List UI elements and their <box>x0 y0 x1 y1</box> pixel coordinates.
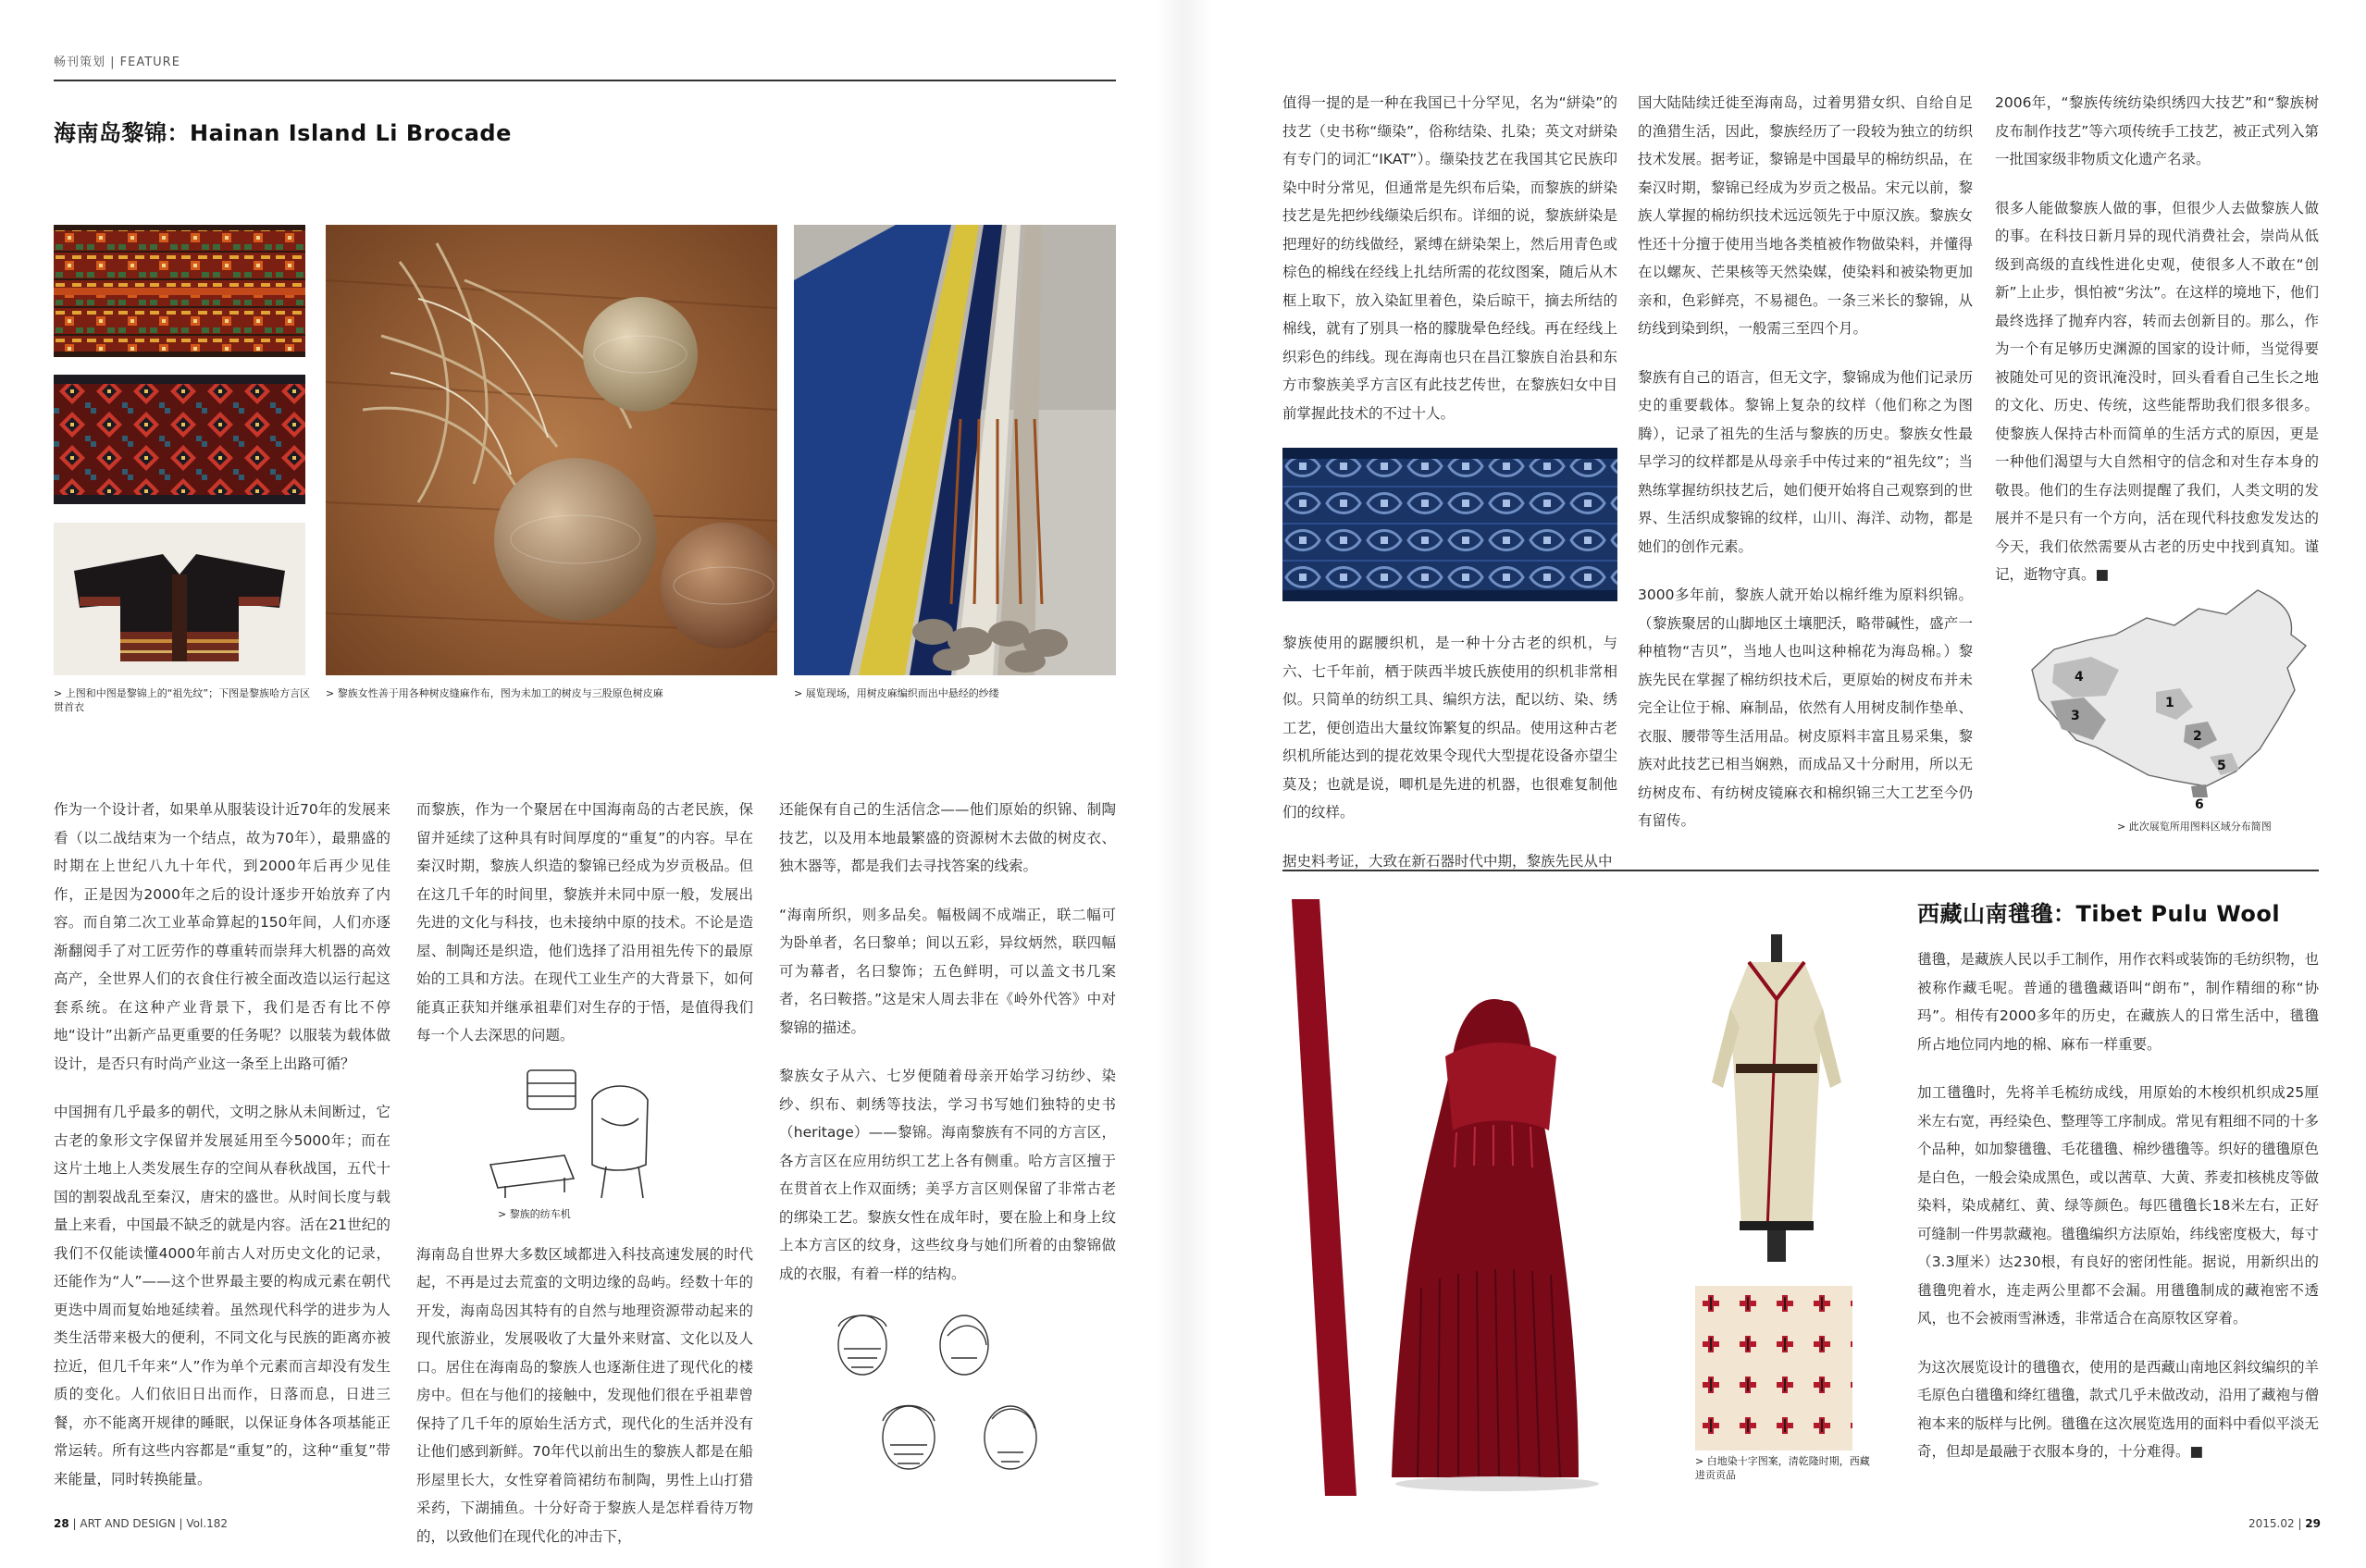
paragraph: 据史料考证，大致在新石器时代中期，黎族先民从中 <box>1282 852 1613 870</box>
caption-cross-swatch: > 白地染十字图案，清乾隆时期，西藏进贡贡品 <box>1695 1455 1870 1481</box>
caption-bark-yarn: > 黎族女性善于用各种树皮缝麻作布，图为未加工的树皮与三股原色树皮麻 <box>326 687 663 699</box>
ikat-cloth-figure <box>1282 448 1617 609</box>
paragraph: 黎族有自己的语言，但无文字，黎锦成为他们记录历史的重要载体。黎锦上复杂的纹样（他们称之为图腾），记录了祖先的生活与黎族的历史。黎族女性最早学习的纹样都是从母亲手中传过来的“祖先纹”；当熟练掌握纺织技艺后，她们便开始将自己观察到的世界、生活织成黎锦的纹样，山川、海洋、动物，都是她们的创作元素。 <box>1638 368 1973 555</box>
ancestor-pattern-detail-photo <box>54 375 305 504</box>
folio-right-text: 2015.02 | <box>2248 1517 2306 1530</box>
map-label: 6 <box>2195 797 2204 812</box>
paragraph: “海南所织，则多品矣。幅极阔不成端正，联二幅可为卧单者，名曰黎单；间以五彩，异纹炳然，联四幅可为幕者，名曰黎饰；五色鲜明，可以盖文书几案者，名曰鞍搭。”这是宋人周去非在《岭外代答》中对黎锦的描述。 <box>779 906 1116 1036</box>
ikat-cloth-photo <box>1282 448 1617 601</box>
paragraph: 黎族使用的踞腰织机，是一种十分古老的织机，与六、七千年前，栖于陕西半坡氏族使用的织机非常相似。只简单的纺织工具、编织方法，配以纺、染、绣工艺，便创造出大量纹饰繁复的织品。使用这种古老织机所能达到的提花效果令现代大型提花设备亦望尘莫及；也就是说，唧机是先进的机器，也很难复制他们的纹样。 <box>1282 635 1617 821</box>
map-label: 3 <box>2071 709 2080 723</box>
right-folio <box>2248 1517 2321 1530</box>
gutter-shadow <box>1157 0 1212 1568</box>
paragraph: 为这次展览设计的氆氇衣，使用的是西藏山南地区斜纹编织的羊毛原色白氆氇和绛红氆氇，款式几乎未做改动，沿用了藏袍与僧袍本来的版样与比例。氆氇在这次展览选用的面料中看似平淡无奇，但却是最融于衣服本身的，十分难得。■ <box>1917 1358 2320 1460</box>
hainan-body-column-2 <box>416 796 753 1568</box>
cross-pattern-pulu-swatch <box>1695 1286 1852 1451</box>
guanshou-garment-photo <box>54 523 305 675</box>
map-label: 5 <box>2217 759 2226 773</box>
paragraph: 加工氆氇时，先将羊毛梳纺成线，用原始的木梭织机织成25厘米左右宽，再经染色、整理等工序制成。常见有粗细不同的十多个品种，如加黎氆氇、毛花氆氇、棉纱氆氇等。织好的氆氇原色是白色，一般会染成黑色，或以茜草、大黄、荞麦扣核桃皮等做染料，染成赭红、黄、绿等颜色。每匹氆氇长18米左右，正好可缝制一件男款藏袍。氆氇编织方法原始，纬线密度极大，每寸（3.3厘米）达230根，有良好的密闭性能。据说，用新织出的氆氇兜着水，连走两公里都不会漏。用氆氇制成的藏袍密不透风，也不会被雨雪淋透，非常适合在高原牧区穿着。 <box>1917 1084 2320 1327</box>
paragraph: 作为一个设计者，如果单从服装设计近70年的发展来看（以二战结束为一个结点，故为70年），最鼎盛的时期在上世纪八九十年代，到2000年后再少见佳作，正是因为2000年之后的设计逐步开始放弃了内容。而自第二次工业革命算起的150年间，人们亦逐渐翻阅手了对工匠劳作的尊重转而崇拜大机器的高效高产，全世界人们的衣食住行被全面改造以运行起这套系统。在这种产业背景下，我们是否有比不停地“设计”出新产品更重要的任务呢？以服装为载体做设计，是否只有时尚产业这一条至上出路可循？ <box>54 801 390 1072</box>
caption-loom-display: > 展览现场，用树皮麻编织而出中悬经的纱缕 <box>794 687 999 699</box>
ikat-body-column-1 <box>1282 89 1617 895</box>
page-number-right: 29 <box>2305 1517 2321 1530</box>
paragraph: 氆氇，是藏族人民以手工制作，用作衣料或装饰的毛纺织物，也被称作藏毛呢。普通的氆氇藏语叫“朗布”，制作精细的称“协玛”。相传有2000多年的历史，在藏族人的日常生活中，氆氇所占地位同内地的棉、麻布一样重要。 <box>1917 951 2320 1053</box>
hainan-body-column-3 <box>779 796 1116 1493</box>
paragraph: 2006年，“黎族传统纺染织绣四大技艺”和“黎族树皮布制作技艺”等六项传统手工技艺，被正式列入第一批国家级非物质文化遗产名录。 <box>1995 94 2319 167</box>
paragraph: 很多人能做黎族人做的事，但很少人去做黎族人做的事。在科技日新月异的现代消费社会，崇尚从低级到高级的直线性进化史观，使很多人不敢在“创新”上止步，惧怕被“劣汰”。在这样的境地下，他们最终选择了抛弃内容，转而去创新目的。那么，作为一个有足够历史渊源的国家的设计师，当觉得要被随处可见的资讯淹没时，回头看看自己生长之地的文化、历史、传统，这些能帮助我们很多很多。使黎族人保持古朴而简单的生活方式的原因，更是一种他们渴望与大自然相守的信念和对生存本身的敬畏。他们的生存法则提醒了我们，人类文明的发展并不是只有一个方向，活在现代科技愈发发达的今天，我们依然需要从古老的历史中找到真知。谨记，逝物守真。■ <box>1995 199 2319 583</box>
tibet-body-column <box>1917 945 2319 1487</box>
distribution-map <box>2017 581 2323 812</box>
caption-tools-sketch: > 黎族的纺车机 <box>498 1207 571 1220</box>
white-pulu-robe-photo <box>1703 925 1851 1267</box>
header-rule <box>54 80 1116 81</box>
section-title-hainan: 海南岛黎锦：Hainan Island Li Brocade <box>54 120 512 146</box>
map-label: 1 <box>2165 696 2174 710</box>
folio-left-text: | ART AND DESIGN | Vol.182 <box>68 1517 229 1530</box>
red-pulu-garment-photo <box>1282 899 1625 1496</box>
paragraph: 3000多年前，黎族人就开始以棉纤维为原料织锦。（黎族聚居的山脚地区土壤肥沃，略带碱性，盛产一种植物“吉贝”，当地人也叫这种棉花为海岛棉。）黎族先民在掌握了棉纺织技术后，更原始的树皮布并未完全让位于棉、麻制品，依然有人用树皮制作垫单、衣服、腰带等生活用品。树皮原料丰富且易采集，黎族对此技艺已相当娴熟，而成品又十分耐用，所以无纺树皮布、有纺树皮镜麻衣和棉织锦三大工艺至今仍有留传。 <box>1638 586 1973 829</box>
paragraph: 值得一提的是一种在我国已十分罕见，名为“絣染”的技艺（史书称“缬染”，俗称结染、扎染；英文对絣染有专门的词汇“IKAT”）。缬染技艺在我国其它民族印染中时分常见，但通常是先织布后染，而黎族的絣染技艺是先把纱线缬染后织布。详细的说，黎族絣染是把理好的纺线做经，紧缚在絣染架上，然后用青色或棕色的棉线在经线上扎结所需的花纹图案，随后从木框上取下，放入染缸里着色，染后晾干，摘去所结的棉线，就有了别具一格的朦胧晕色经线。再在经线上织彩色的纬线。现在海南也只在昌江黎族自治县和东方市黎族美孚方言区有此技艺传世，在黎族妇女中目前掌握此技术的不过十人。 <box>1282 94 1617 422</box>
facial-tattoo-sketch <box>779 1308 1116 1493</box>
paragraph: 国大陆陆续迁徙至海南岛，过着男猎女织、自给自足的渔猎生活，因此，黎族经历了一段较为独立的纺织技术发展。据考证，黎锦是中国最早的棉纺织品，在秦汉时期，黎锦已经成为岁贡之极品。宋元以前，黎族人掌握的棉纺织技术远远领先于中原汉族。黎族女性还十分擅于使用当地各类植被作物做染料，并懂得在以螺灰、芒果核等天然染媒，使染料和被染物更加亲和，色彩鲜亮，不易褪色。一条三米长的黎锦，从纺线到染到织，一般需三至四个月。 <box>1638 94 1973 337</box>
map-label: 4 <box>2075 670 2084 685</box>
map-label: 2 <box>2193 729 2202 744</box>
caption-map: > 此次展览所用图料区域分布简图 <box>2117 821 2272 833</box>
left-folio <box>54 1517 228 1530</box>
paragraph: 还能保有自己的生活信念——他们原始的织锦、制陶技艺，以及用本地最繁盛的资源树木去做的树皮衣、独木器等，都是我们去寻找答案的线索。 <box>779 801 1116 874</box>
paragraph: 而黎族，作为一个聚居在中国海南岛的古老民族，保留并延续了这种具有时间厚度的“重复”的内容。早在秦汉时期，黎族人织造的黎锦已经成为岁贡极品。但在这几千年的时间里，黎族并未同中原一般，发展出先进的文化与科技，也未接纳中原的技术。不论是造屋、制陶还是织造，他们选择了沿用祖先传下的最原始的工具和方法。在现代工业生产的大背景下，如何能真正获知并继承祖辈们对生存的于悟，是值得我们每一个人去深思的问题。 <box>416 801 753 1043</box>
paragraph: 黎族女子从六、七岁便随着母亲开始学习纺纱、染纱、织布、刺绣等技法，学习书写她们独特的史书（heritage）——黎锦。海南黎族有不同的方言区，各方言区在应用纺织工艺上各有侧重。哈方言区擅于在贯首衣上作双面绣；美孚方言区则保留了非常古老的绑染工艺。黎族女性在成年时，要在脸上和身上纹上本方言区的纹身，这些纹身与她们所着的由黎锦做成的衣服，有着一样的结构。 <box>779 1068 1116 1282</box>
running-head: 畅刊策划 | FEATURE <box>54 56 180 69</box>
bark-and-yarn-photo <box>326 225 777 675</box>
paragraph: 海南岛自世界大多数区域都进入科技高速发展的时代起，不再是过去荒蛮的文明边缘的岛屿。经数十年的开发，海南岛因其特有的自然与地理资源带动起来的现代旅游业，发展吸收了大量外来财富、文化以及人口。居住在海南岛的黎族人也逐渐住进了现代化的楼房中。但在与他们的接触中，发现他们很在乎祖辈曾保持了几千年的原始生活方式，现代化的生活并没有让他们感到新鲜。70年代以前出生的黎族人都是在船形屋里长大，女性穿着筒裙纺布制陶，男性上山打猎采药，下湖捕鱼。十分好奇于黎族人是怎样看待万物的，以致他们在现代化的冲击下， <box>416 1245 753 1545</box>
ikat-body-column-2 <box>1638 89 1973 856</box>
tools-sketch-figure <box>416 1063 753 1228</box>
loom-tools-sketch <box>416 1063 753 1202</box>
hainan-body-column-1 <box>54 796 390 1513</box>
ikat-body-column-3 <box>1995 89 2319 610</box>
section-title-tibet: 西藏山南氆氇：Tibet Pulu Wool <box>1917 901 2281 927</box>
tattoo-sketch-figure <box>779 1308 1116 1493</box>
page-number-left: 28 <box>54 1517 69 1530</box>
ancestor-pattern-brocade-photo <box>54 225 305 357</box>
paragraph: 中国拥有几乎最多的朝代，文明之脉从未间断过，它古老的象形文字保留并发展延用至今5000年；而在这片土地上人类发展生存的空间从春秋战国，五代十国的割裂战乱至秦汉，唐宋的盛世。从时间长度与载量上来看，中国最不缺乏的就是内容。活在21世纪的我们不仅能读懂4000年前古人对历史文化的记录，还能作为“人”——这个世界最主要的构成元素在朝代更迭中周而复始地延续着。虽然现代科学的进步为人类生活带来极大的便利，不同文化与民族的距离亦被拉近，但几千年来“人”作为单个元素而言却没有发生质的变化。人们依旧日出而作，日落而息，日进三餐，亦不能离开规律的睡眠，以保证身体各项基能正常运转。所有这些内容都是“重复”的，这种“重复”带来能量，同时转换能量。 <box>54 1104 390 1488</box>
exhibition-loom-photo <box>794 225 1116 675</box>
section-divider <box>1282 870 2319 871</box>
caption-textiles: > 上图和中图是黎锦上的“祖先纹”；下图是黎族哈方言区贯首衣 <box>54 687 311 713</box>
